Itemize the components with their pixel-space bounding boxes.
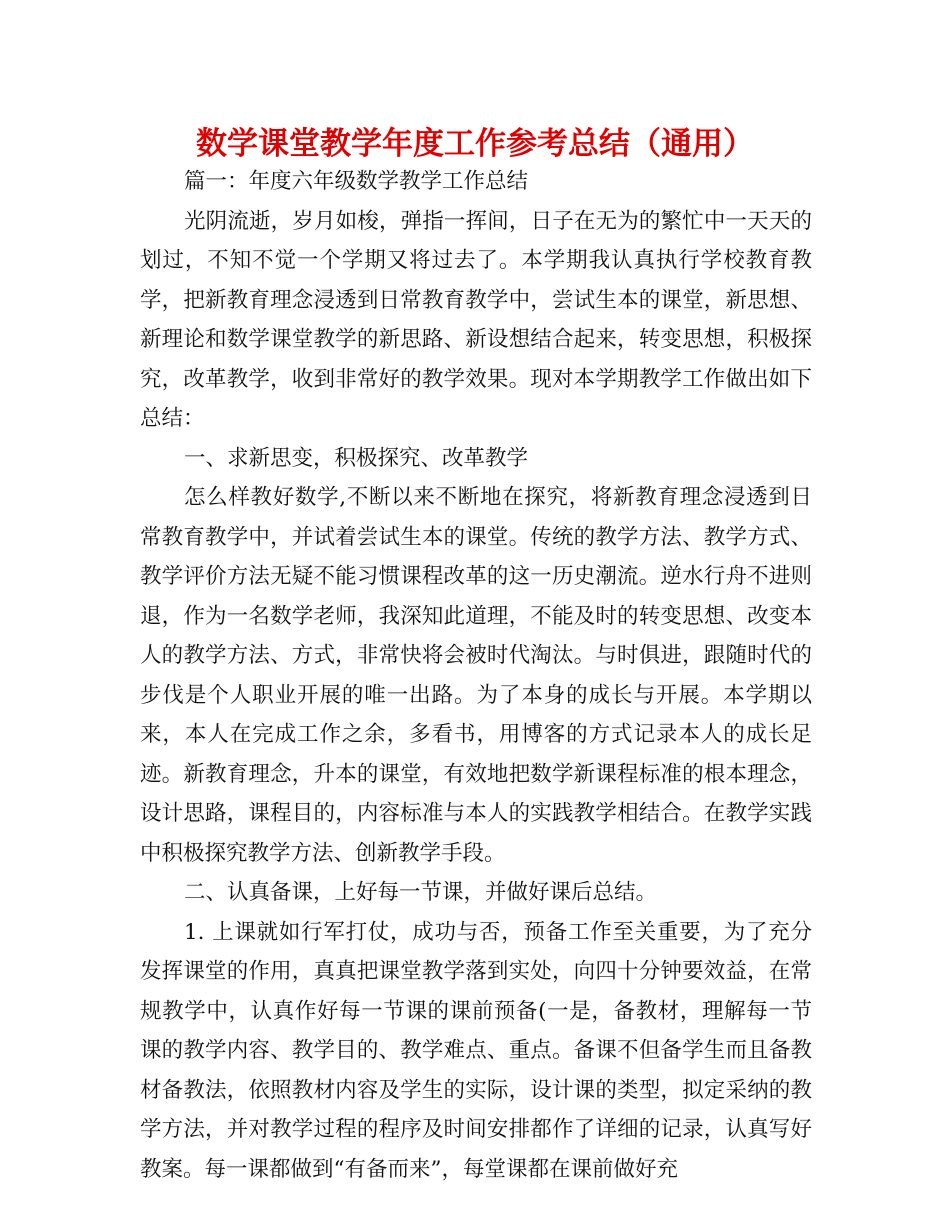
document-body [140,162,812,1189]
section-heading: 一、求新思变，积极探究、改革教学 [184,445,529,471]
paragraph: 1. 上课就如行军打仗，成功与否，预备工作至关重要，为了充分发挥课堂的作用，真真把课堂教学落到实处，向四十分钟要效益，在常规教学中，认真作好每一节课的课前预备(一是，备教材，理解每一节课的教学内容、教学目的、教学难点、重点。备课不但备学生而且备教材备教法，依照教材内容及学生的实际，设计课的类型，拟定采纳的教学方法，并对教学过程的程序及时间安排都作了详细的记录，认真写好教案。每一课都做到“有备而来”，每堂课都在课前做好充 [140,919,812,1182]
paragraph: 光阴流逝，岁月如梭，弹指一挥间，日子在无为的繁忙中一天天的划过，不知不觉一个学期又将过去了。本学期我认真执行学校教育教学，把新教育理念浸透到日常教育教学中，尝试生本的课堂，新思想、新理论和数学课堂教学的新思路、新设想结合起来，转变思想，积极探究，改革教学，收到非常好的教学效果。现对本学期教学工作做出如下总结： [140,208,812,431]
section-heading: 篇一：年度六年级数学教学工作总结 [184,169,529,194]
document-title: 数学课堂教学年度工作参考总结（通用） [196,126,754,162]
section-heading: 二、认真备课，上好每一节课，并做好课后总结。 [184,880,658,905]
paragraph: 怎么样教好数学,不断以来不断地在探究，将新教育理念浸透到日常教育教学中，并试着尝试生本的课堂。传统的教学方法、教学方式、教学评价方法无疑不能习惯课程改革的这一历史潮流。逆水行舟不进则退，作为一名数学老师，我深知此道理，不能及时的转变思想、改变本人的教学方法、方式，非常快将会被时代淘汰。与时俱进，跟随时代的步伐是个人职业开展的唯一出路。为了本身的成长与开展。本学期以来，本人在完成工作之余，多看书，用博客的方式记录本人的成长足迹。新教育理念，升本的课堂，有效地把数学新课程标准的根本理念，设计思路，课程目的，内容标准与本人的实践教学相结合。在教学实践中积极探究教学方法、创新教学手段。 [140,485,812,866]
